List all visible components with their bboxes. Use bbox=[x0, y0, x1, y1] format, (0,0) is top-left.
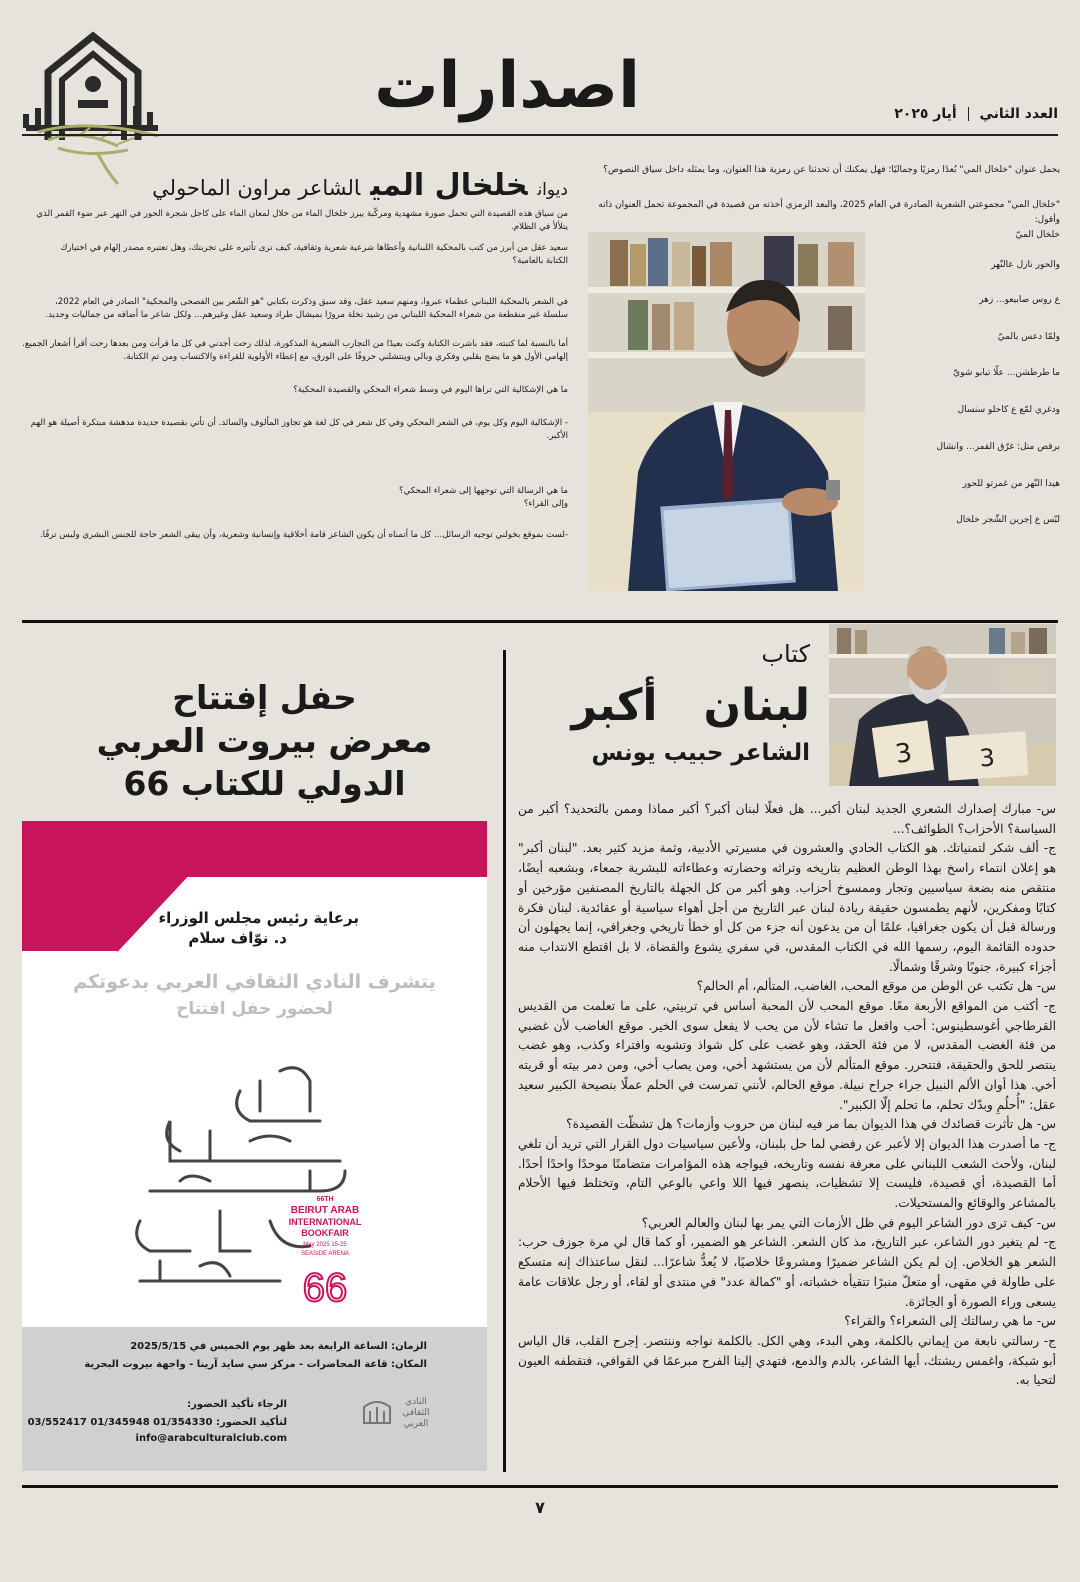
poem-line: برقص متل: غرّق القمر... وانشال bbox=[936, 442, 1060, 452]
section-title: اصدارات bbox=[374, 49, 640, 123]
kitab-interview bbox=[518, 800, 1056, 1391]
club-name: النادي الثقافي العربي bbox=[402, 1397, 430, 1429]
divan-para: ما هي الرسالة التي توجهها إلى شعراء المحكي؟ bbox=[399, 486, 568, 496]
issue-number: العدد الثاني bbox=[979, 106, 1058, 122]
divan-para: يتلألأ في الظلام. bbox=[511, 222, 568, 232]
divan-para: سلسلة غير منقطعة من شعراء المحكية اللبناني من رشيد نخلة مرورًا بميشال طراد وسعيد عقل وغيرهم... ولكل شاعر ما أضافه من جماليات وجديد. bbox=[45, 310, 568, 320]
invite-line: لحضور حفل افتتاح bbox=[176, 999, 333, 1019]
issue-info bbox=[894, 106, 1058, 122]
fair-heading-line: معرض بيروت العربي bbox=[96, 721, 433, 760]
interview-answer: ج- ألف شكر لتمنياتك. هو الكتاب الحادي والعشرون في مسيرتي الأدبية، وثمة مزيد كثير بعد. "لبنان أكبر" هو إعلان انتماء راسخ بهذا الوطن العظيم بتاريخه وتراثه وحضارته وعطاءاته للبشرية جمعاء، وبشعبه أيضًا، منتقص منه بضعة سياسيين وتجار وممسوخ أحزاب. وهو أكبر من كل الجهلة بالتاريخ المصنفين مؤرخين أو كتابًا ومفكرين، لأنهم يطمسون حقيقة ريادة لبنان عبر التاريخ من أجل أهواء سياسية أو عقائدية. لبنان فكرة ورسالة قبل أن يكون جغرافيا، علمًا أن من يدعون أنه جزء من كل أو خطأ تاريخي وجغرافي، إنما يجهلون أن حدوده القائمة اليوم، رسمها الله في الكتاب المقدس، في سفري يشوع والقضاة، لا بل اقتطع الانتداب منه أجزاء كبيرة، جنوبًا وشرقًا وشمالًا. bbox=[518, 841, 1056, 974]
poem-line: لبّس ع إجرين الشّجر خلخال bbox=[956, 515, 1060, 525]
divan-para: سعيد عقل من أبرز من كتب بالمحكية اللبنانية وأعطاها شرعية شعرية وثقافية، كيف ترى تأثيره على تجربتك، وهل تعتبره مصدر إلهام في اختيارك bbox=[60, 243, 568, 253]
divan-author: الشاعر مراون الماحولي bbox=[152, 176, 361, 200]
poem-line: هيدا النّهر من غمرتو للحور bbox=[962, 479, 1060, 489]
patron-line: برعاية رئيس مجلس الوزراء bbox=[158, 909, 359, 927]
interview-answer: ج- ما أصدرت هذا الديوان إلا لأعبر عن رفضي لما حل بلبنان، ولأعين سياسيات دول القرار التي تريد أن تلغي لبنان، ولأحث الشعب اللبناني على معرفة نفسه وتاريخه، فيواجه هذه المؤامرات متضامنًا موحدًا واحدًا أحدًا. أما القصيدة، أي قصيدة، فليست إلا تشظيات، ينصهر فيها اللا واعي بالوعي التام، وتختلط فيها الأحلام بالمشاعر والوقائع والمستحيلات. bbox=[518, 1136, 1056, 1211]
author-photo bbox=[829, 624, 1056, 786]
poem-line: والحور نازل عالنّهر bbox=[991, 260, 1060, 270]
rsvp-label: الرجاء تأكيد الحضور: bbox=[187, 1399, 287, 1410]
divan-a1-text: "خلخال المي" مجموعتي الشعرية الصادرة في العام 2025، والبعد الرمزي أخذته من قصيدة في المجموعة تحمل العنوان ذاته وأقول: bbox=[598, 200, 1060, 225]
logo-number: 66 bbox=[302, 1266, 348, 1310]
interview-question: س- مبارك إصدارك الشعري الجديد لبنان أكبر... هل فعلًا لبنان أكبر؟ أكبر مماذا وممن بالتحديد؟ أكبر من السياسة؟ الأحزاب؟ الطوائف؟... bbox=[518, 802, 1056, 836]
magazine-logo bbox=[18, 28, 168, 188]
divan-title: خلخال المي bbox=[370, 168, 528, 203]
divan-para: أما بالنسبة لما كتبته، فقد باشرت الكتابة وكنت بعيدًا من التجارب الشعرية المذكورة، لذلك رحت أجدني في كل ما قرأت ومن بعدها رحت أقرأ أشعار الجميع. bbox=[22, 339, 568, 349]
middle-rule bbox=[22, 620, 1058, 623]
divan-a1-title: خلخال الميّ bbox=[1015, 230, 1060, 240]
kitab-label: كتاب bbox=[761, 640, 810, 668]
interview-question: س- هل تأثرت قصائدك في هذا الديوان بما مر فيه لبنان من حروب وأزمات؟ هل تشظّت القصيدة؟ bbox=[566, 1117, 1056, 1132]
logo-en-line: 15-25 May 2025 bbox=[303, 1242, 347, 1248]
divan-para: - الإشكالية اليوم وكل يوم، في الشعر المحكي وفي كل شعر في كل لغة هو تجاوز المألوف والسائد. أن تأتي بقصيدة جديدة مدهشة مبتكرة أصيلة هو الهم bbox=[30, 418, 568, 428]
interview-answer: ج- رسالتي نابعة من إيماني بالكلمة، وهي البدء، وهي الكل. بالكلمة نواجه وننتصر. إجرح القلب، قال الياس أبو شبكة، واغمس ريشتك، أيها الشاعر، بالدم والدمع، فتهدي إلينا الفرح مبرعمًا في القوافي، فتقطفه العيون لتحيا به. bbox=[518, 1333, 1056, 1388]
club-logo bbox=[362, 1397, 440, 1439]
interview-question: س- ما هي رسالتك إلى الشعراء؟ والقراء؟ bbox=[844, 1314, 1056, 1329]
interview-question: س- هل تكتب عن الوطن من موقع المحب، الغاضب، المتألم، أم الحالم؟ bbox=[696, 979, 1056, 994]
issue-date: أيار ٢٠٢٥ bbox=[894, 106, 957, 122]
event-place: المكان: قاعة المحاضرات - مركز سي سايد آرينا - واجهة بيروت البحرية bbox=[84, 1359, 427, 1370]
divan-para: من سياق هذه القصيدة التي تحمل صورة مشهدية ومركّبة يبرز خلخال الماء من خلال لمعان الماء على كاحل شجرة الحور في النهر عبر ضوء القمر الذي bbox=[36, 209, 568, 219]
phones-label: لتأكيد الحضور: bbox=[215, 1417, 287, 1428]
logo-en-line: INTERNATIONAL bbox=[288, 1217, 362, 1227]
poem-line: ولمّا دعس بالميّ bbox=[997, 332, 1060, 342]
fair-heading-line: الدولي للكتاب 66 bbox=[123, 764, 406, 803]
invitation-poster bbox=[22, 821, 487, 1471]
divan-para: الكتابة بالعامية؟ bbox=[512, 256, 568, 266]
poem-line: ع روس صابيعو... زهر bbox=[979, 295, 1060, 305]
rsvp-phones bbox=[28, 1417, 287, 1428]
interview-answer: ج- أكتب من المواقع الأربعة معًا. موقع المحب لأن المحبة أساس في تربيتي، على ما تعلمت من القديس القرطاجي أغوسطينوس: أحب وافعل ما تشاء لأن من يحب لا يفعل سوى الخير. موقع الغاضب لأن غضبي من فئة الغضب المقدس، لا من فئة الحقد، وهو غضب على كل شواذ وتشويه وافتراء وكذب، وهو غضب ينتصر للحق والحقيقة، فتتحرر. موقع المتألم لأن من يستشهد أخي، ومن يصاب أخي، ومن دمر بيته أو قريته أخي. هذا أوان الألم النبيل جراء جراح نبيلة. موقع الحالم، لأنني تمرست في الحلم عملًا بنصيحة الكبير سعيد عقل: "أُحلُمِ وبدّك تحلم، ما تحلم إلّا الكبير". bbox=[518, 999, 1056, 1112]
poem-line: ما طرطشن... علّا تيابو شويّ bbox=[953, 368, 1060, 378]
logo-en-line: SEASIDE ARENA bbox=[300, 1251, 350, 1257]
interview-answer: ج- لم يتغير دور الشاعر، عبر التاريخ، مذ كان الشعر. الشاعر هو الضمير، أو كما قال لي مرة جوزف حرب: الشعر هو الخلاص. إن لم يكن الشاعر ضميرًا ومشروعًا خلاصيًا، لا يُعدُّ شاعرًا... لنقل ساعتذاك إنه متسكع على طاولة في مقهى، أو متعلّ منبرًا تتقيأه خشباته، أو "كمالة عدد" في منتدى أو لقاء، أو رجل علاقات عامة يسعى وراء الصورة أو الجائزة. bbox=[518, 1235, 1056, 1309]
invite-line: يتشرف النادي الثقافي العربي بدعوتكم bbox=[73, 971, 436, 993]
divan-label: ديوان bbox=[537, 180, 568, 200]
fair-heading-line: حفل إفتتاح bbox=[172, 678, 357, 717]
poem-line: ودغري لمّع ع كاحلو سنسال bbox=[957, 405, 1060, 415]
divan-para: -لست بموقع بخولني توجيه الرسائل... كل ما أتمناه أن يكون الشاعر قامة أخلاقية وإنسانية وشعرية، وأن يبقى الشعر حاجة للجنس البشري وليس ترفًا. bbox=[39, 530, 568, 540]
patron-name: د. نوّاف سلام bbox=[188, 929, 287, 947]
logo-en-line: 66TH bbox=[316, 1196, 334, 1203]
divan-para: الأكبر. bbox=[546, 431, 568, 441]
divan-para: في الشعر بالمحكية اللبناني عظماء عبروا، ومنهم سعيد عقل، وقد سبق وذكرت بكتابي "هو الشّعر بين الفصحى والمحكية" الصادر في العام 2022، bbox=[54, 297, 568, 307]
phones-number: 03/552417 01/345948 01/354330 bbox=[27, 1417, 213, 1428]
top-rule bbox=[22, 134, 1058, 136]
interview-question: س- كيف ترى دور الشاعر اليوم في ظل الأزمات التي يمر بها لبنان والعالم العربي؟ bbox=[641, 1215, 1056, 1230]
rsvp-email: info@arabculturalclub.com bbox=[135, 1433, 287, 1444]
svg-text:3: 3 bbox=[893, 737, 914, 770]
page-number: ٧ bbox=[535, 1498, 545, 1517]
bottom-rule bbox=[22, 1485, 1058, 1488]
divan-para: ما هي الإشكالية التي تراها اليوم في وسط شعراء المحكي والقصيدة المحكية؟ bbox=[293, 385, 568, 395]
kitab-author: الشاعر حبيب يونس bbox=[591, 740, 810, 766]
svg-text:3: 3 bbox=[978, 743, 996, 773]
logo-en-line: BOOKFAIR bbox=[301, 1228, 349, 1238]
kitab-title: لبنان أكبر bbox=[571, 680, 810, 731]
bookfair-logo bbox=[120, 1051, 370, 1311]
divan-heading bbox=[48, 168, 568, 203]
poster-footer bbox=[22, 1327, 487, 1471]
divan-para: وإلى القراء؟ bbox=[523, 499, 568, 509]
divan-para: إلهامي الأول هو ما يضج بقلبي وفكري وبالي وينتشلني حروفًا على الورق، مع إعطاء الأولوية للقراءة والاكتساب ومن ثم الكتابة. bbox=[123, 352, 568, 362]
event-time: الزمان: الساعة الرابعة بعد ظهر يوم الخميس في 2025/5/15 bbox=[130, 1341, 427, 1352]
logo-en-line: BEIRUT ARAB bbox=[290, 1205, 360, 1216]
fair-heading bbox=[22, 676, 507, 805]
divan-left-column bbox=[20, 208, 568, 542]
poet-photo bbox=[588, 232, 865, 591]
club-emblem-icon bbox=[362, 1397, 392, 1425]
divan-q1: يحمل عنوان "خلخال المي" بُعدًا رمزيًا وجماليًا؛ فهل يمكنك أن تحدثنا عن رمزية هذا العنوان، وما يمثله داخل سياق النصوص؟ bbox=[603, 165, 1060, 175]
